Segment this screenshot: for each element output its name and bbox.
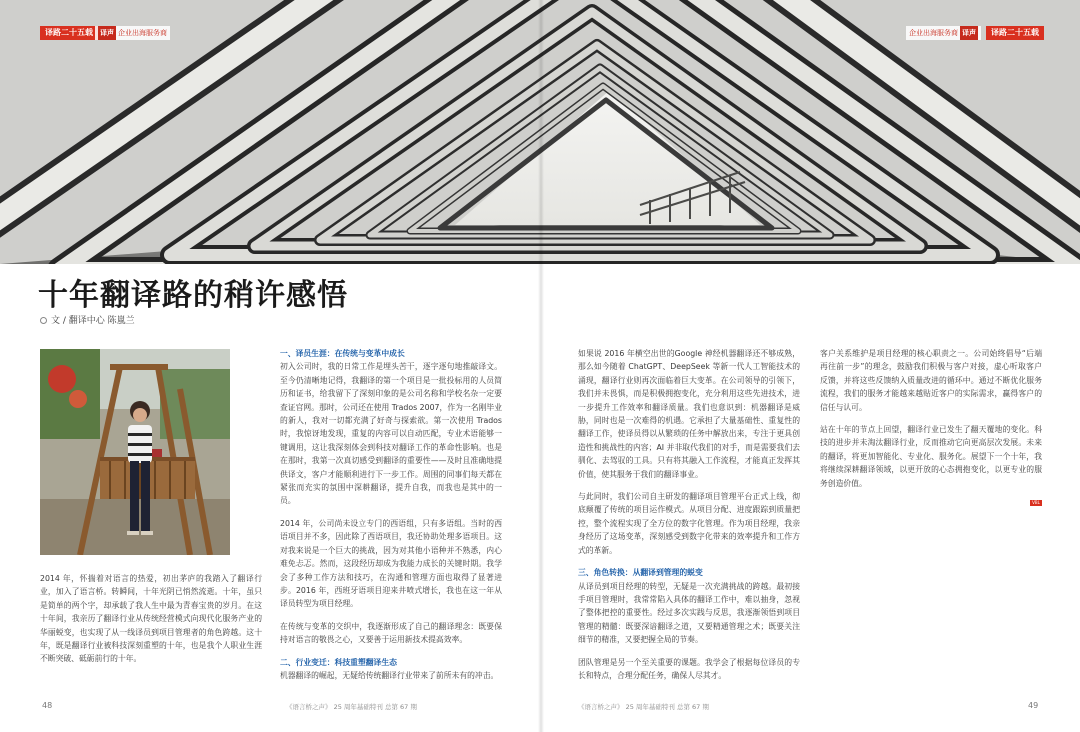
- paragraph: 2014 年，怀揣着对语言的热爱，初出茅庐的我踏入了翻译行业，加入了语言桥。转瞬间，十年光阴已悄然流逝。十年，虽只是简单的两个字，却承载了我人生中最为青春宝贵的岁月。在这十年间，我亲历了翻译行业从传统经营模式向现代化服务产业的华丽蜕变，也实现了从一线译员到项目管理者的角色跨越。这十年，既是翻译行业被科技深刻重塑的十年，也是我个人职业生涯不断突破、砥砺前行的十年。: [40, 574, 262, 664]
- paragraph: 从译员到项目经理的转型，无疑是一次充满挑战的跨越。最初接手项目管理时，我常常陷入具体的翻译工作中，难以抽身，忽视了整体把控的重要性。经过多次实践与反思，我逐渐领悟到项目管理的精髓：既要深谙翻译之道，又要精通管理之术；既要关注细节的精准，又要把握全局的节奏。: [578, 581, 800, 645]
- paragraph: 团队管理是另一个至关重要的课题。我学会了根据每位译员的专长和特点，合理分配任务，确保人尽其才。: [578, 657, 800, 680]
- paragraph: 2014 年，公司尚未设立专门的西语组，只有多语组。当时的西语项目并不多，因此除了西语项目，我还协助处理多语项目。这对我来说是一个巨大的挑战，因为对其他小语种并不熟悉，内心难免忐忑。然而，这段经历却成为我能力成长的关键时期。我学会了多种工作方法和技巧，在沟通和管理方面也取得了显著进步。2016 年，西班牙语项目迎来井喷式增长，我也在这一年从译员转型为项目经理。: [280, 518, 502, 609]
- brand-logo-right: [906, 26, 981, 40]
- section-heading-1: 一、译员生涯：在传统与变革中成长: [280, 349, 405, 358]
- brand-slogan-left: 企业出海服务商: [118, 29, 167, 37]
- page-number-left: 48: [42, 701, 53, 710]
- brand-mark-left: 译声: [98, 26, 116, 40]
- brand-slogan-right: 企业出海服务商: [909, 29, 958, 37]
- footer-left: 《语言桥之声》 25 周年基础特刊 总第 67 期: [286, 703, 417, 711]
- spine-gutter: [538, 0, 544, 732]
- author-swing-illustration: [40, 349, 230, 555]
- brand-logo-left: [95, 26, 170, 40]
- brand-mark-right: 译声: [960, 26, 978, 40]
- paragraph: 如果说 2016 年横空出世的Google 神经机器翻译还不够成熟，那么如今随着 ChatGPT、DeepSeek 等新一代人工智能技术的涌现，翻译行业则再次面临着巨大变革。在公司领导的引领下，我们并未畏惧，而是积极拥抱变化，充分利用这些先进技术，进一步提升工作效率和翻译质量。我们也意识到：机器翻译是威胁，同时也是一次难得的机遇。它承担了大量基础性、重复性的翻译工作，使译员得以从繁琐的任务中解放出来，专注于更具创造性和挑战性的内容；AI 并非取代我们的对手，而是需要我们去驯化、去驾驭的工具。只有将其融入工作流程，才能真正发挥其价值，使其服务于我们的翻译事业。: [578, 349, 800, 479]
- section-tag-right: 译路二十五载: [986, 26, 1044, 40]
- paragraph: 站在十年的节点上回望，翻译行业已发生了翻天覆地的变化。科技的进步并未淘汰翻译行业，反而推动它向更高层次发展。未来的翻译，将更加智能化、专业化、服务化。展望下一个十年，我将继续深耕翻译领域，以更开放的心态拥抱变化，以更专业的服务创造价值。: [820, 425, 1042, 488]
- paragraph: 机器翻译的崛起，无疑给传统翻译行业带来了前所未有的冲击。: [280, 670, 499, 680]
- author-photo: [40, 349, 230, 555]
- section-heading-3: 三、角色转换：从翻译到管理的蜕变: [578, 568, 703, 578]
- paragraph: 客户关系维护是项目经理的核心职责之一。公司始终倡导“后端再往前一步”的理念，鼓励我们积极与客户对接，虚心听取客户反馈，并将这些反馈纳入质量改进的循环中。通过不断优化服务流程，我们的服务才能越来越贴近客户的实际需求，赢得客户的信任与认可。: [820, 349, 1042, 412]
- paragraph: 在传统与变革的交织中，我逐渐形成了自己的翻译理念：既要保持对语言的敬畏之心，又要善于运用新技术提高效率。: [280, 621, 502, 645]
- column-4: [820, 347, 1042, 490]
- section-heading-2: 二、行业变迁：科技重塑翻译生态: [280, 657, 397, 667]
- column-3: [578, 347, 800, 682]
- article-byline: [40, 313, 135, 326]
- article-title: 十年翻译路的稍许感悟: [38, 278, 348, 313]
- byline-bullet-icon: [40, 317, 47, 324]
- page-number-right: 49: [1028, 701, 1039, 710]
- paragraph: 与此同时，我们公司自主研发的翻译项目管理平台正式上线，彻底颠覆了传统的项目运作模式。从项目分配、进度跟踪到质量把控，整个流程实现了全方位的数字化管理。作为项目经理，我亲身经历了这场变革，深刻感受到数字化带来的效率提升和工作方式的革新。: [578, 492, 800, 555]
- paragraph: 初入公司时，我的日常工作是埋头苦干，逐字逐句地推敲译文。至今仍清晰地记得，我翻译的第一个项目是一批投标用的人员简历和证书，给我留下了深刻印象的是公司名称和学校名杂一定要查证官网。那时，公司还在使用 Trados 2007，作为一名刚毕业的新人，我对一切都充满了好奇与探索欲。第一次使用 Trados 时，我惊讶地发现，重复的内容可以自动匹配，专业术语能够一键调用，这让我深刻体会到科技对翻译工作的革命性影响。也是在那时，我第一次真切感受到翻译的重要性——及时且准确地提供译文，客户才能顺利进行下一步工作。周围的同事们每天都在紧张而充实的氛围中深耕翻译，提升自我，而我也是其中的一员。: [280, 362, 502, 506]
- column-2: [280, 347, 502, 682]
- column-1: [40, 572, 262, 666]
- article-end-mark: VBL: [1030, 500, 1042, 506]
- section-tag-left: 译路二十五载: [40, 26, 98, 40]
- byline-text: 文 / 翻译中心 陈嵐兰: [51, 316, 135, 326]
- footer-right: 《语言桥之声》 25 周年基础特刊 总第 67 期: [578, 703, 709, 711]
